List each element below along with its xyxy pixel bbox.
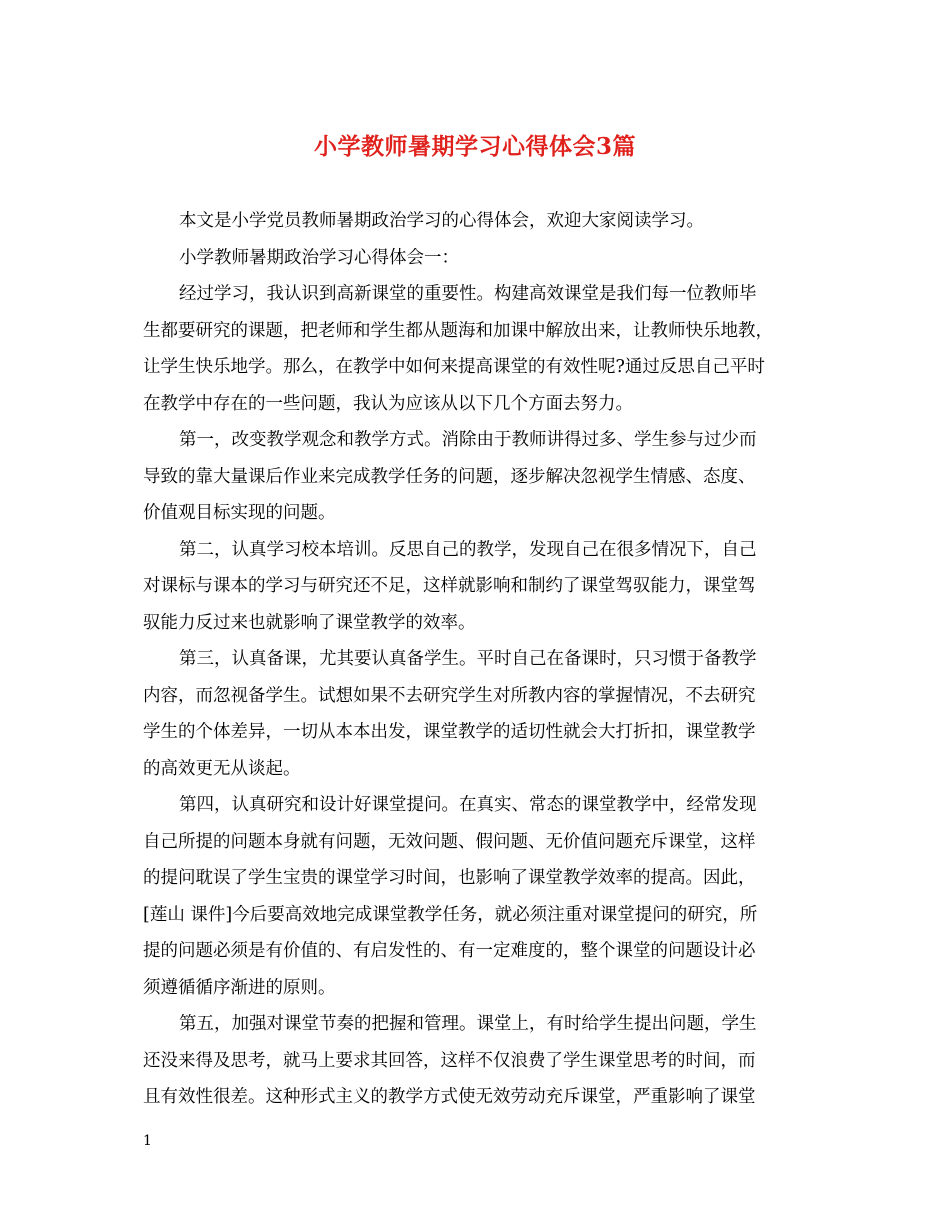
text-line: 第一，改变教学观念和教学方式。消除由于教师讲得过多、学生参与过少而 xyxy=(179,430,757,450)
text-line: 还没来得及思考，就马上要求其回答，这样不仅浪费了学生课堂思考的时间，而 xyxy=(143,1050,756,1071)
page-number: 1 xyxy=(143,1133,152,1149)
text-line: 且有效性很差。这种形式主义的教学方式使无效劳动充斥课堂，严重影响了课堂 xyxy=(143,1087,756,1107)
text-line: 的高效更无从谈起。 xyxy=(143,758,301,779)
text-line: 在教学中存在的一些问题，我认为应该从以下几个方面去努力。 xyxy=(143,393,633,414)
text-line: 价值观目标实现的问题。 xyxy=(143,503,336,523)
text-line: 第五，加强对课堂节奏的把握和管理。课堂上，有时给学生提出问题，学生 xyxy=(179,1014,757,1034)
text-line: 对课标与课本的学习与研究还不足，这样就影响和制约了课堂驾驭能力，课堂驾 xyxy=(143,576,756,596)
text-line: 经过学习，我认识到高新课堂的重要性。构建高效课堂是我们每一位教师毕 xyxy=(179,284,757,304)
text-line: 的提问耽误了学生宝贵的课堂学习时间，也影响了课堂教学效率的提高。因此， xyxy=(143,868,756,888)
document-body xyxy=(143,203,808,1116)
text-line: 内容，而忽视备学生。试想如果不去研究学生对所教内容的掌握情况，不去研究 xyxy=(143,685,756,706)
text-line: 让学生快乐地学。那么，在教学中如何来提高课堂的有效性呢?通过反思自己平时 xyxy=(143,357,765,377)
text-line: 驭能力反过来也就影响了课堂教学的效率。 xyxy=(143,612,476,633)
text-line: 小学教师暑期政治学习心得体会一： xyxy=(179,247,459,268)
text-line: 第三，认真备课，尤其要认真备学生。平时自己在备课时，只习惯于备教学 xyxy=(179,649,757,669)
text-line: 本文是小学党员教师暑期政治学习的心得体会，欢迎大家阅读学习。 xyxy=(179,211,704,231)
text-line: 导致的靠大量课后作业来完成教学任务的问题，逐步解决忽视学生情感、态度、 xyxy=(143,466,756,487)
text-line: 须遵循循序渐进的原则。 xyxy=(143,977,336,998)
document-title: 小学教师暑期学习心得体会3篇 xyxy=(313,133,636,160)
text-line: 提的问题必须是有价值的、有启发性的、有一定难度的，整个课堂的问题设计必 xyxy=(143,941,756,961)
text-line: 生都要研究的课题，把老师和学生都从题海和加课中解放出来，让教师快乐地教， xyxy=(143,320,773,341)
text-line: 第四，认真研究和设计好课堂提问。在真实、常态的课堂教学中，经常发现 xyxy=(179,795,757,815)
text-line: 第二，认真学习校本培训。反思自己的教学，发现自己在很多情况下，自己 xyxy=(179,539,757,560)
text-line: [莲山 课件]今后要高效地完成课堂教学任务，就必须注重对课堂提问的研究，所 xyxy=(143,904,758,925)
text-line: 自己所提的问题本身就有问题，无效问题、假问题、无价值问题充斥课堂，这样 xyxy=(143,831,756,852)
text-line: 学生的个体差异，一切从本本出发，课堂教学的适切性就会大打折扣，课堂教学 xyxy=(143,722,756,742)
